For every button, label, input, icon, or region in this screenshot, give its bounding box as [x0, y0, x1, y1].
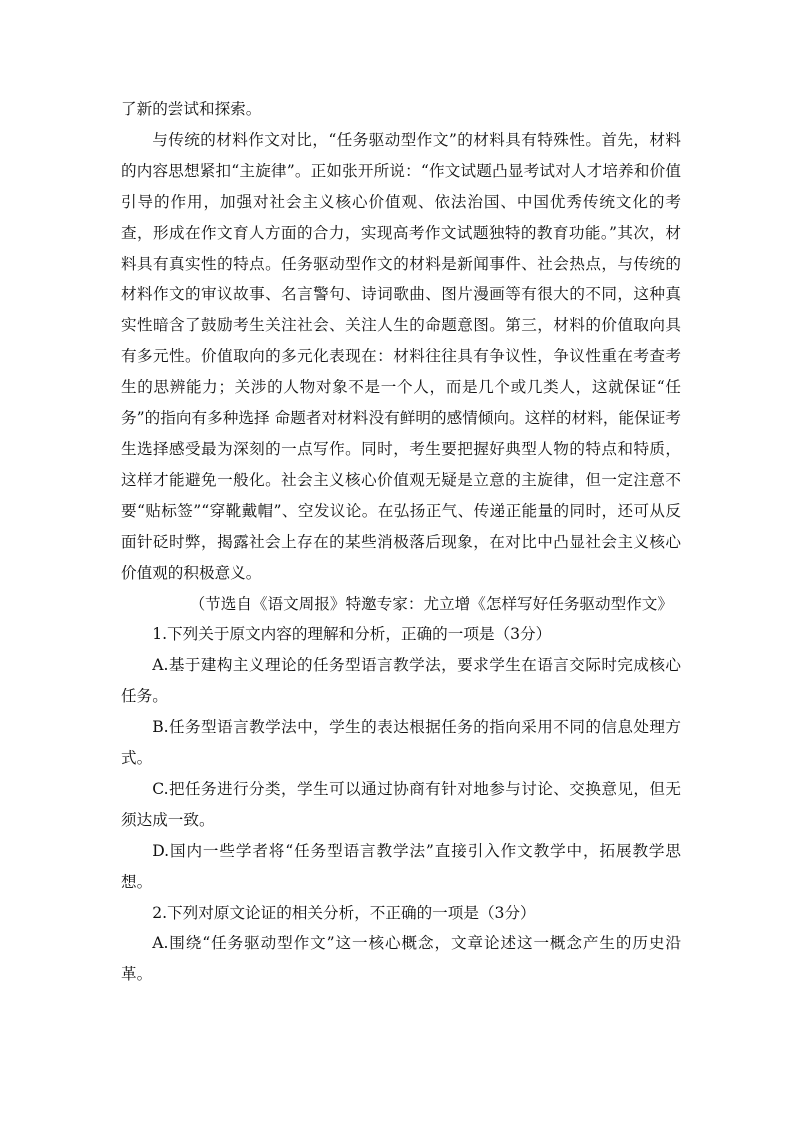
option-d: D.国内一些学者将“任务型语言教学法”直接引入作文教学中，拓展教学思想。	[121, 841, 681, 891]
option-c: C.把任务进行分类，学生可以通过协商有针对地参与讨论、交换意见，但无须达成一致。	[121, 779, 681, 829]
option-a: A.基于建构主义理论的任务型语言教学法，要求学生在语言交际时完成核心任务。	[121, 656, 681, 706]
question-2	[121, 898, 681, 991]
article-paragraph: 与传统的材料作文对比，“任务驱动型作文”的材料具有特殊性。首先，材料的内容思想紧扣“主旋律”。正如张开所说：“作文试题凸显考试对人才培养和价值引导的作用，加强对社会主义核心价值观、依法治国、中国优秀传统文化的考查，形成在作文育人方面的合力，实现高考作文试题独特的教育功能。”其次，材料具有真实性的特点。任务驱动型作文的材料是新闻事件、社会热点，与传统的材料作文的审议故事、名言警句、诗词歌曲、图片漫画等有很大的不同，这种真实性暗含了鼓励考生关注社会、关注人生的命题意图。第三，材料的价值取向具有多元性。价值取向的多元化表现在：材料往往具有争议性，争议性重在考查考生的思辨能力；关涉的人物对象不是一个人，而是几个或几类人，这就保证“任务”的指向有多种选择 命题者对材料没有鲜明的感情倾向。这样的材料，能保证考生选择感受最为深刻的一点写作。同时，考生要把握好典型人物的特点和特质，这样才能避免一般化。社会主义核心价值观无疑是立意的主旋律，但一定注意不要“贴标签”“穿靴戴帽”、空发议论。在弘扬正气、传递正能量的同时，还可从反面针砭时弊，揭露社会上存在的某些消极落后现象，在对比中凸显社会主义核心价值观的积极意义。	[121, 130, 681, 582]
article-continuation: 了新的尝试和探索。	[121, 100, 262, 118]
document-page	[121, 94, 681, 990]
question-1	[121, 619, 681, 897]
question-stem: 1.下列关于原文内容的理解和分析，正确的一项是（3分）	[152, 625, 552, 644]
question-stem: 2.下列对原文论证的相关分析，不正确的一项是（3分）	[152, 903, 536, 922]
option-a: A.围绕“任务驱动型作文”这一核心概念，文章论述这一概念产生的历史沿革。	[121, 934, 681, 984]
option-b: B.任务型语言教学法中，学生的表达根据任务的指向采用不同的信息处理方式。	[121, 718, 681, 768]
article-source: （节选自《语文周报》特邀专家：尤立增《怎样写好任务驱动型作文》	[189, 594, 673, 613]
